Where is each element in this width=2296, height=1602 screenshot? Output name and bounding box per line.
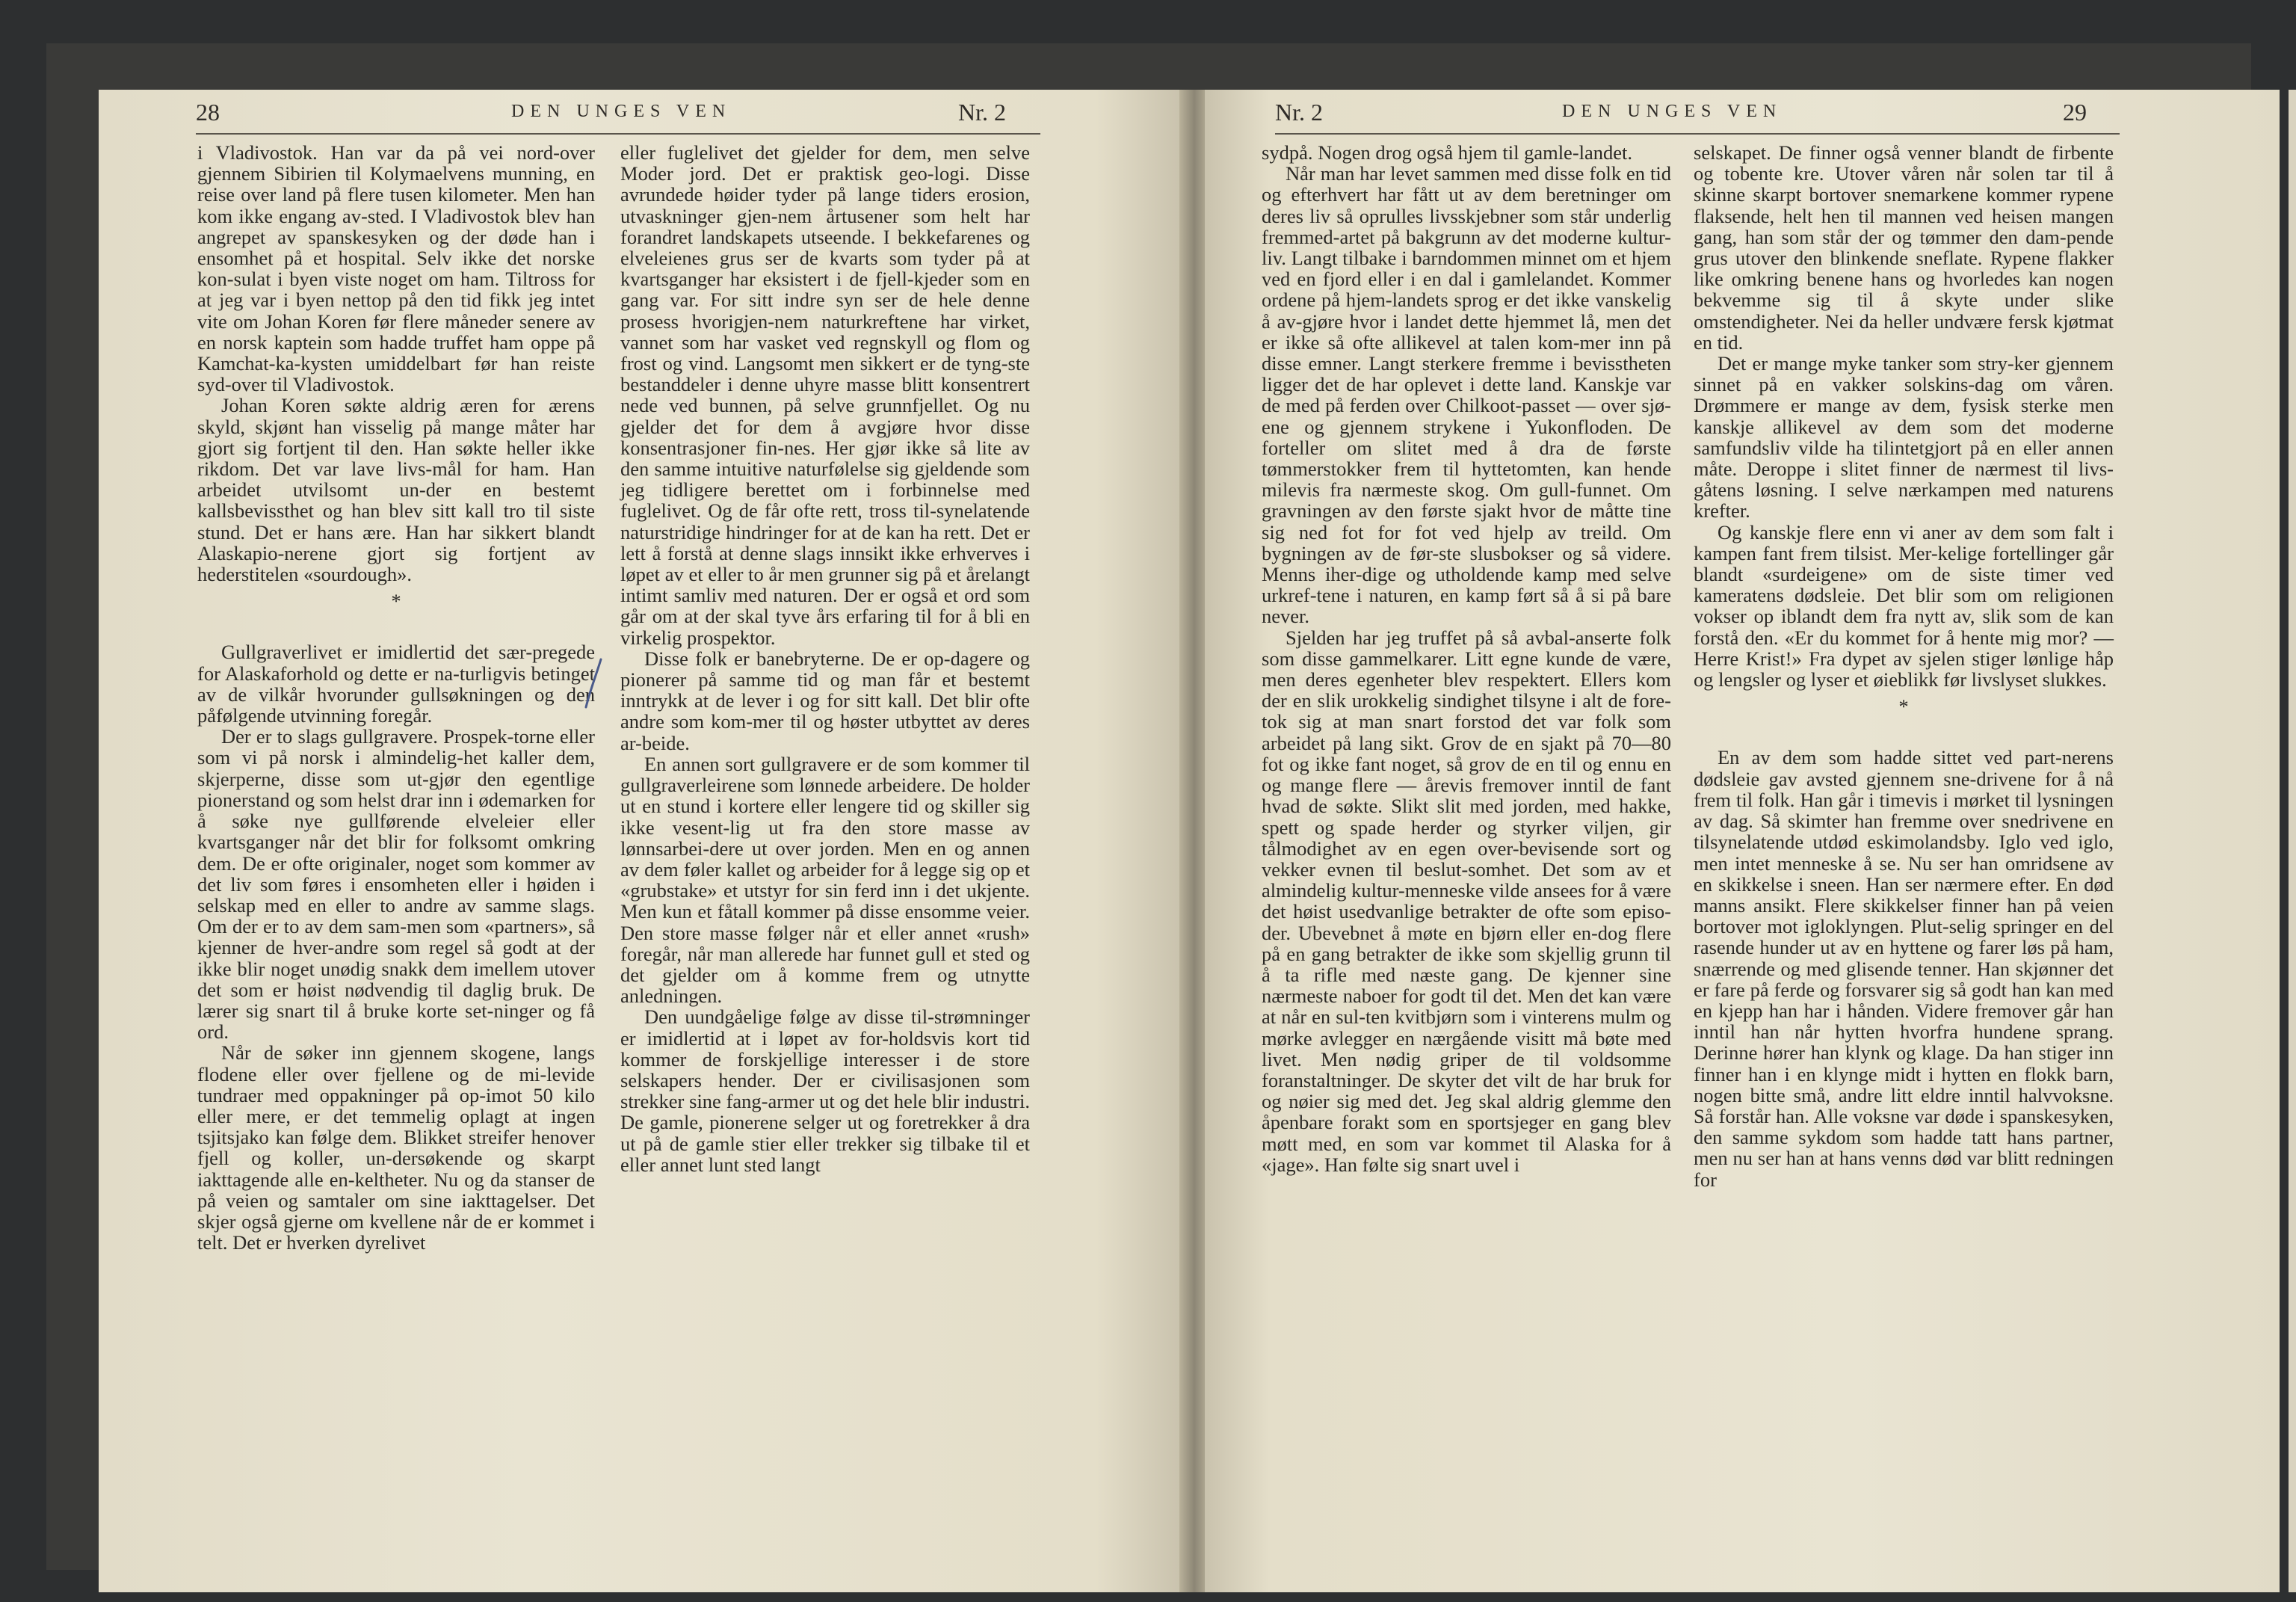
right-page-header: [1275, 99, 2120, 132]
paragraph: Der er to slags gullgravere. Prospek-torne eller som vi på norsk i almindelig-het kaller dem, skjerperne, disse som ut-gjør den egentlige pionerstand og som helst drar inn i ødemarken for å søke nye gullførende elveleier eller kvartsganger når det blir for folksomt omkring dem. De er ofte originaler, noget som kommer av det liv som føres i ensomheten eller i høiden i selskap med en eller to andre av samme slags. Om der er to av dem sam-men som «partners», så kjenner de hver-andre som regel så godt at der ikke blir noget unødig snakk dem imellem utover det som er høist nødvendig til daglig bruk. De lærer sig snart til å bruke korte set-ninger og få ord.: [197, 725, 595, 1044]
left-running-title: DEN UNGES VEN: [511, 102, 732, 121]
paragraph: Sjelden har jeg truffet på så avbal-anserte folk som disse gammelkarer. Litt egne kunde de være, men deres egenheter blev respektert. Ellers kom der en slik urokkelig sindighet tilsyne i alt de fore-tok sig at man snart forstod det var folk som arbeidet på lang sikt. Grov de en sjakt på 70—80 fot og ikke fant noget, så grov de en til og ennu en og mange flere — årevis fremover inntil de fant hvad de søkte. Slikt slit med jorden, med hakke, spett og spade herder og styrker viljen, gir tålmodighet av en egen over-bevisende sort og vekker evnen til beslut-somhet. Det som av et almindelig kultur-menneske vilde ansees for å være det høist usedvanlige betrakter de ofte som episo-der. Ubevebnet å møte en bjørn eller en-dog flere på en gang betrakter de ikke som skjellig grunn til å ta rifle med næste gang. De kjenner sine nærmeste naboer for godt til det. Men det kan være at når en sul-ten kvitbjørn som i vinterens mulm og mørke avlegger en nærgående visitt må bøte med livet. Men nødig griper de til voldsomme foranstaltninger. De skyter det vilt de har bruk for og nøier sig med det. Jeg skal aldrig glemme den åpenbare forakt som en sportsjeger en gang blev møtt med, en som var kommet til Alaska for å «jage». Han følte sig snart uvel i: [1262, 626, 1671, 1176]
left-page-column-1: [197, 142, 595, 1253]
paragraph: Johan Koren søkte aldrig æren for ærens skyld, skjønt han visselig på mange måter har gjort sig fortjent til den. Han søkte heller ikke rikdom. Det var lave livs-mål for ham. Han arbeidet utvilsomt un-der en bestemt kallsbevissthet og han blev sitt kall tro til siste stund. Det er hans ære. Han har sikkert blandt Alaskapio-nerene gjort sig fortjent av hederstitelen «sourdough».: [197, 394, 595, 586]
paragraph: Når de søker inn gjennem skogene, langs flodene eller over fjellene og de mi-levide tundraer med oppakninger på op-imot 50 kilo eller mere, er det temmelig oplagt at ingen tsjitsjako kan følge dem. Blikket streifer henover fjell og koller, un-dersøkende og skarpt iakttagende alle en-keltheter. Nu og da stanser de på veien og samtaler om sine iakttagelser. Det skjer også gjerne om kvellene når de er kommet i telt. Det er hverken dyrelivet: [197, 1041, 595, 1254]
pencil-mark: [583, 656, 605, 710]
paragraph: Det er mange myke tanker som stry-ker gjennem sinnet på en vakker solskins-dag om våren. Drømmere er mange av dem, fysisk sterke men kanskje allikevel av dem som det moderne samfundsliv vilde ha tilintetgjort på en eller annen måte. Deroppe i slitet finner de nærmest til livs-gåtens løsning. I selve nærkampen med naturens krefter.: [1694, 352, 2114, 523]
left-page-number: 28: [196, 99, 220, 126]
left-page-header: [196, 99, 1040, 132]
paragraph: Gullgraverlivet er imidlertid det sær-pregede for Alaskaforhold og dette er na-turligvis betinget av de vilkår hvorunder gullsøkningen og den påfølgende utvinning foregår.: [197, 641, 595, 727]
paragraph: Disse folk er banebryterne. De er op-dagere og pionerer på samme tid og man får et bestemt inntrykk at de lever i og for sitt kall. Det blir ofte andre som kom-mer til og høster utbyttet av deres ar-beide.: [620, 647, 1030, 754]
paragraph: Og kanskje flere enn vi aner av dem som falt i kampen fant frem tilsist. Mer-kelige fortellinger går blandt «surdeigene» om de siste timer ved kameratens dødsleie. Det blir som om religionen vokser op iblandt dem fra nytt av, slik som de kan forstå den. «Er du kommet for å hente mig mor? — Herre Krist!» Fra dypet av sjelen stiger lønlige håp og lengsler og lyser et øieblikk før livslyset slukkes.: [1694, 520, 2114, 691]
section-divider-star: *: [391, 590, 401, 613]
left-issue-number: Nr. 2: [958, 99, 1006, 126]
right-page-number: 29: [2063, 99, 2087, 126]
paragraph: selskapet. De finner også venner blandt de firbente og tobente kre. Utover våren når solen tar til å skinne skarpt bortover snemarkene kommer rypene flaksende, helt hen til mannen ved heisen mangen gang, han som står der og tømmer den dam-pende grus utover den blinkende sneflate. Rypene flakker like omkring benene hans og hvorledes kan nogen bekvemme sig til å skyte under slike omstendigheter. Nei da heller undvære fersk kjøtmat en tid.: [1694, 141, 2114, 354]
paragraph: Når man har levet sammen med disse folk en tid og efterhvert har fått ut av dem beretninger om deres liv så oprulles livsskjebner som står underlig fremmed-artet på bakgrunn av det moderne kultur-liv. Langt tilbake i barndommen minnet om et hjem ved en fjord eller i en dal i gamlelandet. Kommer ordene på hjem-landets sprog er det ikke vanskelig å av-gjøre hvor i landet dette hjemmet lå, men det er ikke så ofte allikevel at talen kom-mer inn på disse emner. Langt sterkere fremme i bevisstheten ligger det de har oplevet i dette land. Kanskje var de med på ferden over Chilkoot-passet — over sjø-ene og gjennem strykene i Yukonfloden. De forteller om slitet med å dra de første tømmerstokker frem til hyttetomten, kan hende milevis fra nærmeste skog. Om gull-funnet. Om gravningen av den første sjakt hvor de måtte tine sig ned fot for fot ved hjelp av treild. Om bygningen av de før-ste slusbokser og så videre. Menns iher-dige og utholdende kamp med selve urkref-tene i naturen, en kamp ført så å si på bare never.: [1262, 162, 1671, 628]
paragraph: En av dem som hadde sittet ved part-nerens dødsleie gav avsted gjennem sne-drivene for å nå frem til folk. Han går i timevis i mørket til lysningen av dag. Så skimter han fremme over snedrivene en tilsynelatende utdød eskimolandsby. Iglo ved iglo, men intet menneske å se. Nu ser han omridsene av en skikkelse i sneen. Han ser nærmere efter. En død manns ansikt. Flere skikkelser finner han på veien bortover mot igloklyngen. Plut-selig springer en del rasende hunder ut av en hyttene og farer løs på ham, snærrende og med glisende tenner. Han skjønner det er fare på ferde og forsvarer sig så godt han kan med en kjepp han har i hånden. Videre fremover går han inntil han når hytten hvorfra hundene sprang. Derinne hører han klynk og klage. Da han stiger inn finner han i en klynge midt i hytten en flokk barn, nogen bitte små, andre litt eldre inntil halvvoksne. Så forstår han. Alle voksne var døde i spanskesyken, den samme sykdom som hadde tatt hans partner, men nu ser han at hans venns død var blitt redningen for: [1694, 746, 2114, 1191]
paragraph: i Vladivostok. Han var da på vei nord-over gjennem Sibirien til Kolymaelvens munning, en reise over land på flere tusen kilometer. Men han kom ikke engang av-sted. I Vladivostok blev han angrepet av spanskesyken og der døde han i ensomhet på et hospital. Selv ikke det norske kon-sulat i byen viste noget om ham. Tiltross for at jeg var i byen nettop på den tid fikk jeg intet vite om Johan Koren før flere måneder senere av en norsk kaptein som hadde truffet ham oppe på Kamchat-ka-kysten umiddelbart før han reiste syd-over til Vladivostok.: [197, 141, 595, 396]
paragraph: sydpå. Nogen drog også hjem til gamle-landet.: [1262, 141, 1633, 164]
right-page-column-2: [1694, 142, 2114, 1190]
right-header-rule: [1275, 133, 2120, 135]
section-divider-star: *: [1898, 695, 1909, 718]
page-edge-strip: [2289, 90, 2296, 1592]
left-page-column-2: [620, 142, 1030, 1175]
right-running-title: DEN UNGES VEN: [1562, 102, 1783, 121]
left-header-rule: [196, 133, 1040, 135]
right-page-column-1: [1262, 142, 1671, 1175]
right-issue-number: Nr. 2: [1275, 99, 1323, 126]
paragraph: eller fuglelivet det gjelder for dem, men selve Moder jord. Det er praktisk geo-logi. Disse avrundede høider tyder på lange tiders erosion, utvaskninger gjen-nem årtusener som helt har forandret landskapets utseende. I bekkefarenes og elveleienes grus ser de kvarts som tyder på at kvartsganger har eksistert i de fjell-kjeder som en gang var. For sitt indre syn ser de hele denne prosess hvorigjen-nem naturkreftene har virket, vannet som har vasket ved regnskyll og flom og frost og vind. Langsomt men sikkert er de tyng-ste bestanddeler i denne uhyre masse blitt konsentrert nede ved bunnen, på selve grunnfjellet. Og nu gjelder det for dem å avgjøre hvor disse konsentrasjoner fin-nes. Her gjør ikke så lite av den samme intuitive naturfølelse sig gjeldende som jeg tidligere berettet om i forbinnelse med fuglelivet. Og de får ofte rett, tross til-synelatende naturstridige hindringer for at de kan ha rett. Det er lett å forstå at denne slags innsikt ikke erhverves i løpet av et eller to år men grunner sig på et årelangt intimt samliv med naturen. Der er også et ord som går om at der skal tyve års erfaring til for å bli en virkelig prospektor.: [620, 141, 1030, 649]
paragraph: En annen sort gullgravere er de som kommer til gullgraverleirene som lønnede arbeidere. De holder ut en stund i kortere eller lengere tid og skiller sig ikke vesent-lig ut fra den store masse av lønnsarbei-dere ut over jorden. Men en og annen av dem føler kallet og arbeider for å legge sig op et «grubstake» et utstyr for sin ferd inn i det ukjente. Men kun et fåtall kommer på disse ensomme veier. Den store masse følger når et eller annet «rush» foregår, når man allerede har funnet gull et sted og det gjelder om å komme frem og utnytte anledningen.: [620, 752, 1030, 1008]
paragraph: Den uundgåelige følge av disse til-strømninger er imidlertid at i løpet av for-holdsvis kort tid kommer de forskjellige interesser i de store selskapers hender. Der er civilisasjonen som strekker sine fang-armer ut og det hele blir industri. De gamle, pionerene selger ut og foretrekker å dra ut på de gamle stier eller trekker sig tilbake til et eller annet lunt sted langt: [620, 1005, 1030, 1176]
